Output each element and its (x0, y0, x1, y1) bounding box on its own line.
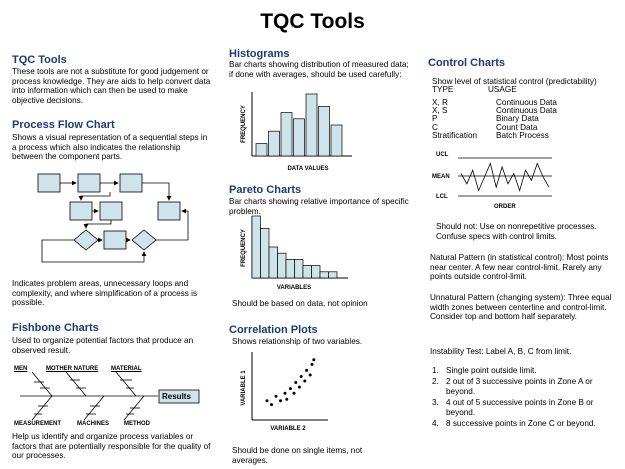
correlation-point (293, 392, 296, 395)
control-usage-cell: Continuous Data (496, 98, 557, 107)
instability-test-text: 4 out of 5 successive points in Zone B or beyond. (446, 398, 594, 417)
pareto-xlabel: VARIABLES (276, 285, 312, 291)
tqc-heading: TQC Tools (12, 54, 67, 66)
correlation-point (305, 369, 308, 372)
control-ucl-label: UCL (436, 152, 449, 158)
fishbone-label-mother-nature: MOTHER NATURE (46, 366, 99, 372)
histogram-ylabel: FREQUENCY (241, 105, 247, 143)
control-order-label: ORDER (494, 204, 516, 210)
control-type-cell: C (432, 122, 438, 132)
flow-box-2 (78, 174, 100, 192)
pareto-chart (238, 214, 358, 292)
correlation-xlabel: VARIABLE 2 (270, 426, 306, 432)
pareto-bar (329, 272, 338, 278)
pareto-bar (320, 272, 329, 278)
control-lcl-label: LCL (436, 194, 448, 200)
correlation-point (298, 386, 301, 389)
fishbone-label-material: MATERIAL (111, 366, 142, 372)
control-col-usage: USAGE (488, 85, 517, 94)
flow-box-5 (100, 202, 122, 220)
control-text: Show level of statistical control (predictability) (432, 77, 597, 86)
process-flow-diagram (28, 166, 208, 276)
pareto-bar (286, 259, 295, 278)
histogram-bar (306, 94, 317, 156)
control-chart (428, 148, 578, 214)
histogram-chart (238, 90, 358, 174)
instability-test-text: 8 successive points in Zone C or beyond. (446, 419, 596, 429)
control-usage-cell: Count Data (496, 122, 538, 132)
correlation-point (294, 381, 297, 384)
histogram-xlabel: DATA VALUES (287, 166, 329, 172)
flow-heading: Process Flow Chart (12, 119, 115, 131)
flow-box-3 (120, 174, 142, 192)
instability-test-number: 4. (432, 419, 439, 429)
flow-box-7 (104, 231, 126, 249)
control-type-row (432, 132, 622, 140)
control-type-table (432, 99, 622, 140)
pareto-bar (252, 216, 261, 278)
control-natural: Natural Pattern (in statistical control): Most points near center. A few near control-limit. Rarely any points outside control-limit. (430, 253, 609, 282)
control-type-cell: X, S (432, 106, 448, 116)
correlation-point (303, 380, 306, 383)
instability-test-number: 1. (432, 366, 439, 375)
histogram-bar (281, 113, 292, 156)
correlation-point (311, 363, 314, 366)
pareto-bar (269, 247, 278, 278)
control-should-not: Should not: Use on nonrepetitive processes. Confuse specs with control limits. (436, 222, 597, 241)
fishbone-heading: Fishbone Charts (12, 322, 99, 334)
pareto-note: Should be based on data, not opinion (232, 299, 368, 308)
pareto-bar (261, 228, 270, 278)
tqc-text: These tools are not a substitute for good judgement or process knowledge. They are aids to help convert data into information which can then be used to make objective decisions. (12, 67, 211, 105)
flow-text: Shows a visual representation of a sequential steps in a process which also indicates the relationship between the component parts. (12, 133, 208, 162)
correlation-point (300, 375, 303, 378)
flow-note: Indicates problem areas, unnecessary loops and complexity, and where simplification of a process is possible. (12, 279, 198, 308)
histogram-bar (269, 131, 280, 156)
flow-box-6 (158, 202, 180, 220)
correlation-point (270, 403, 273, 406)
control-series-line (461, 163, 549, 190)
instability-test-item (432, 419, 612, 428)
instability-test-number: 3. (432, 398, 439, 408)
histograms-text: Bar charts showing distribution of measured data; if done with averages, should be used carefully: (229, 60, 409, 79)
correlation-point (284, 392, 287, 395)
instability-test-item (432, 398, 612, 417)
page-title: TQC Tools (260, 10, 365, 33)
pareto-ylabel: FREQUENCY (241, 229, 247, 267)
correlation-note: Should be done on single items, not averages. (232, 446, 363, 465)
control-mean-label: MEAN (432, 174, 450, 180)
control-type-cell: X, R (432, 98, 448, 107)
control-usage-cell: Batch Process (496, 130, 549, 140)
pareto-bar (278, 253, 287, 278)
control-col-type: TYPE (432, 85, 454, 94)
correlation-text: Shows relationship of two variables. (232, 337, 363, 346)
control-usage-cell: Continuous Data (496, 106, 557, 116)
control-instability: Instability Test: Label A, B, C from limit. (430, 347, 572, 356)
correlation-point (309, 373, 312, 376)
instability-test-item (432, 366, 612, 375)
pareto-bar (295, 259, 304, 278)
instability-test-item (432, 377, 612, 396)
fishbone-label-method: METHOD (124, 421, 150, 427)
instability-test-text: 2 out of 3 successive points in Zone A or beyond. (446, 377, 593, 396)
correlation-ylabel: VARIABLE 1 (241, 370, 247, 406)
correlation-point (275, 395, 278, 398)
correlation-plot (238, 350, 334, 434)
flow-box-4 (70, 202, 92, 220)
pareto-text: Bar charts showing relative importance of specific problem. (229, 197, 409, 216)
pareto-bar (312, 266, 321, 278)
correlation-heading: Correlation Plots (229, 324, 318, 336)
control-type-cell: P (432, 114, 438, 124)
fishbone-note: Help us identify and organize process variables or factors that are potentially responsible for the quality of our processes. (12, 432, 211, 461)
histogram-bar (331, 125, 342, 156)
histogram-bar (256, 144, 267, 156)
correlation-point (279, 399, 282, 402)
flow-decision-2 (132, 230, 156, 250)
correlation-point (266, 399, 269, 402)
histogram-bar (319, 106, 330, 156)
control-type-cell: Stratification (432, 130, 478, 140)
flow-decision-1 (74, 230, 98, 250)
correlation-point (312, 358, 315, 361)
correlation-point (289, 387, 292, 390)
fishbone-label-results: Results (162, 392, 191, 401)
instability-test-number: 2. (432, 377, 439, 387)
pareto-bar (303, 266, 312, 278)
control-heading: Control Charts (428, 57, 505, 69)
fishbone-label-men: MEN (14, 366, 28, 372)
instability-tests (432, 366, 612, 430)
fishbone-label-measurement: MEASUREMENT (14, 421, 62, 427)
control-unnatural: Unnatural Pattern (changing system): Three equal width zones between centerline and control-limit. Consider top and bottom half separately. (430, 293, 612, 322)
histograms-heading: Histograms (229, 48, 290, 60)
correlation-point (285, 398, 288, 401)
fishbone-text: Used to organize potential factors that produce an observed result. (12, 336, 194, 355)
instability-test-text: Single point outside limit. (446, 366, 537, 375)
histogram-bar (294, 119, 305, 156)
control-usage-cell: Binary Data (496, 114, 539, 124)
flow-box-1 (38, 174, 60, 192)
fishbone-label-machines: MACHINES (77, 421, 110, 427)
pareto-heading: Pareto Charts (229, 184, 302, 196)
